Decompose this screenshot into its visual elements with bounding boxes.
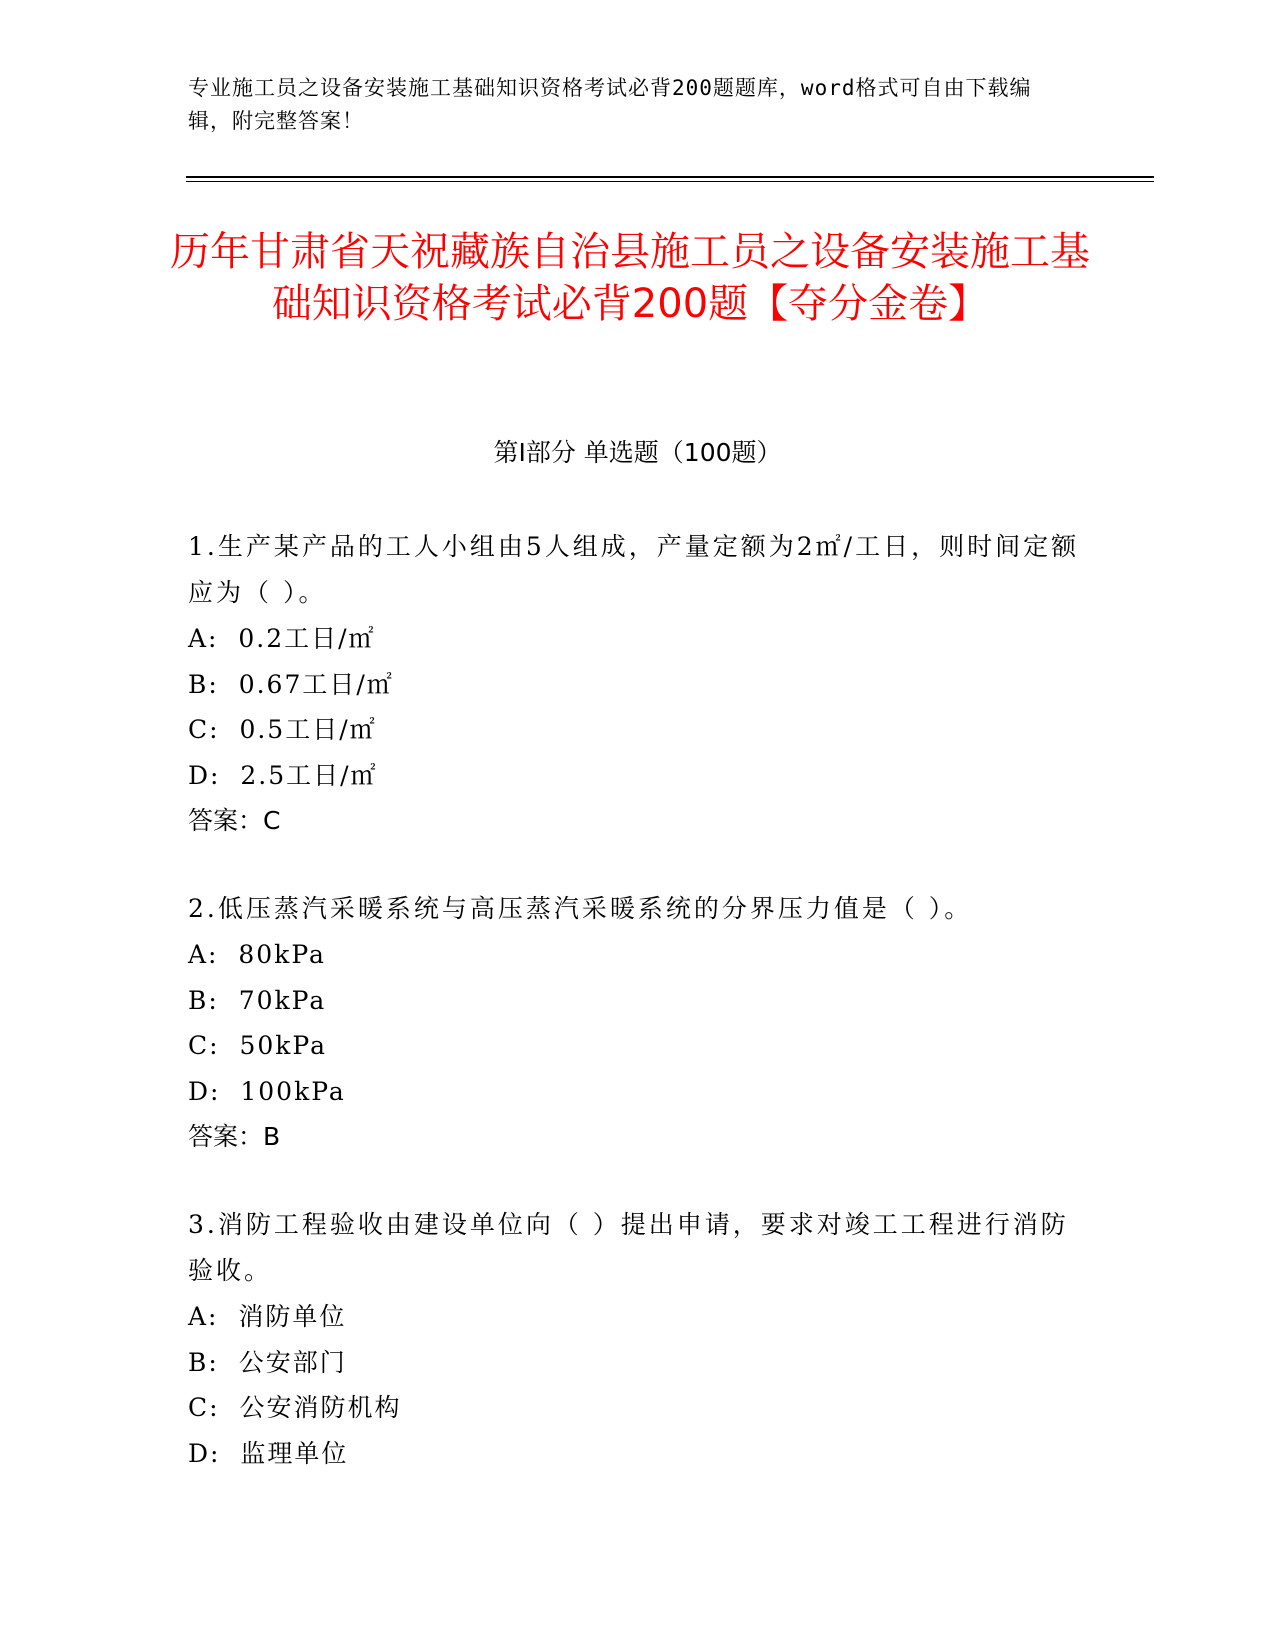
question-1 bbox=[188, 524, 1088, 844]
document-title: 历年甘肃省天祝藏族自治县施工员之设备安装施工基础知识资格考试必背200题【夺分金卷】 bbox=[170, 229, 1090, 327]
option-c: C: 50kPa bbox=[188, 1031, 328, 1060]
header-note: 专业施工员之设备安装施工基础知识资格考试必背200题题库，word格式可自由下载编辑，附完整答案！ bbox=[188, 76, 1032, 133]
answer: 答案：C bbox=[188, 806, 281, 835]
question-text: 1.生产某产品的工人小组由5人组成，产量定额为2㎡/工日，则时间定额应为（ ）。 bbox=[188, 532, 1080, 607]
option-c: C: 公安消防机构 bbox=[188, 1393, 402, 1422]
option-b: B: 70kPa bbox=[188, 985, 327, 1015]
option-a: A: 0.2工日/㎡ bbox=[188, 624, 376, 653]
option-a: A: 消防单位 bbox=[188, 1302, 347, 1331]
option-d: D: 100kPa bbox=[188, 1076, 346, 1106]
option-a: A: 80kPa bbox=[188, 940, 326, 969]
option-c: C: 0.5工日/㎡ bbox=[188, 715, 377, 744]
question-text: 3.消防工程验收由建设单位向（ ）提出申请，要求对竣工工程进行消防验收。 bbox=[188, 1210, 1069, 1285]
option-b: B: 公安部门 bbox=[188, 1347, 347, 1377]
option-d: D: 监理单位 bbox=[188, 1438, 349, 1468]
question-text: 2.低压蒸汽采暖系统与高压蒸汽采暖系统的分界压力值是（ ）。 bbox=[188, 894, 973, 923]
header-rule-thin bbox=[186, 181, 1154, 182]
header-rule-thick bbox=[186, 176, 1154, 178]
question-list bbox=[188, 524, 1088, 1518]
option-d: D: 2.5工日/㎡ bbox=[188, 760, 378, 790]
question-3 bbox=[188, 1202, 1088, 1476]
answer: 答案：B bbox=[188, 1122, 281, 1151]
section-heading: 第Ⅰ部分 单选题（100题） bbox=[493, 438, 782, 467]
option-b: B: 0.67工日/㎡ bbox=[188, 669, 394, 699]
question-2 bbox=[188, 886, 1088, 1160]
